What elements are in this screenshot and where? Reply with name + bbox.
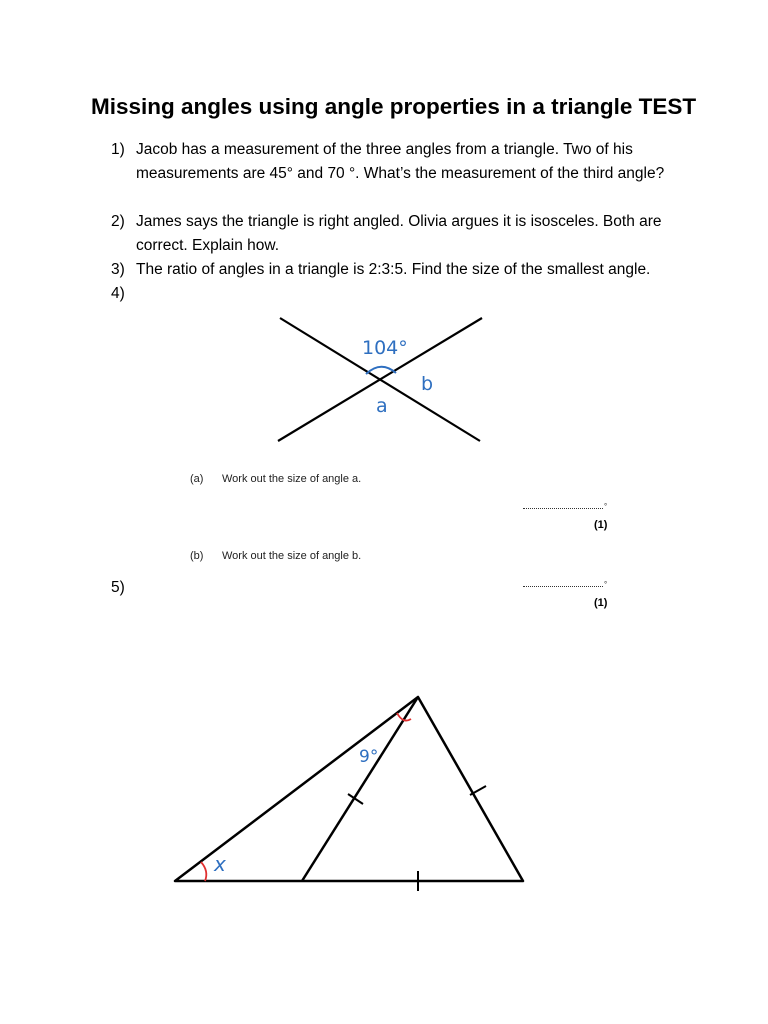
degree-symbol: ° [604,502,608,511]
question-text: James says the triangle is right angled. Olivia argues it is isosceles. Both are correct. Explain how. [136,213,662,254]
intersecting-lines-figure [270,312,490,447]
angle-9-label: 9° [359,747,379,767]
part-b-letter: (b) [190,550,204,562]
angle-a-label: a [376,395,388,417]
angle-x-arc [201,862,206,881]
question-number: 4) [111,285,125,302]
angle-104-label: 104° [362,337,408,359]
question-text: Jacob has a measurement of the three angles from a triangle. Two of his measurements are 45° and 70 °. What’s the measurement of the third angle? [136,141,665,182]
angle-9-arc [397,713,411,721]
question-number: 1) [111,141,125,158]
question-number: 5) [111,579,125,596]
page-title: Missing angles using angle properties in a triangle TEST [91,94,697,119]
answer-line-b[interactable] [523,586,603,587]
question-number: 2) [111,213,125,230]
question-text: The ratio of angles in a triangle is 2:3:5. Find the size of the smallest angle. [136,261,651,278]
marks-b: (1) [594,597,608,609]
question-2 [111,210,681,258]
angle-x-label: x [214,852,226,876]
marks-a: (1) [594,519,608,531]
outer-triangle [175,697,523,881]
question-3 [111,258,681,282]
angle-b-label: b [421,373,434,395]
triangle-figure [165,688,535,898]
answer-line-a[interactable] [523,508,603,509]
question-number: 3) [111,261,125,278]
degree-symbol: ° [604,580,608,589]
inner-segment [302,697,418,881]
part-a-text: Work out the size of angle a. [222,473,362,485]
question-1 [111,138,681,186]
part-b-text: Work out the size of angle b. [222,550,362,562]
part-a-letter: (a) [190,473,204,485]
